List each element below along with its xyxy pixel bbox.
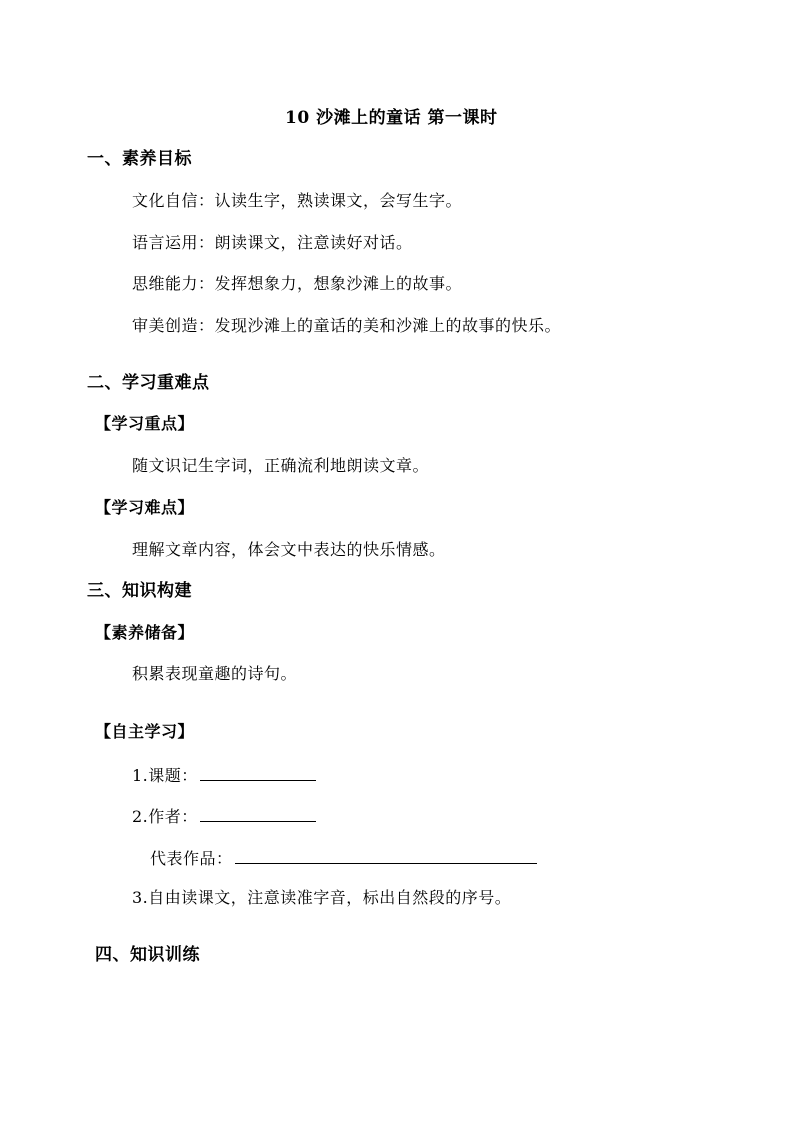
question-works <box>150 847 537 869</box>
section-heading-knowledge: 三、知识构建 <box>87 581 192 601</box>
key-point-label: 【学习重点】 <box>95 414 195 433</box>
self-study-label: 【自主学习】 <box>95 722 195 741</box>
question-author <box>132 805 316 827</box>
question-title-label: 1.课题： <box>132 766 198 785</box>
difficulty-label: 【学习难点】 <box>95 498 195 517</box>
difficulty-text: 理解文章内容，体会文中表达的快乐情感。 <box>132 540 446 559</box>
goal-item: 审美创造：发现沙滩上的童话的美和沙滩上的故事的快乐。 <box>132 316 562 335</box>
section-heading-training: 四、知识训练 <box>95 945 200 965</box>
goal-item: 文化自信：认读生字，熟读课文，会写生字。 <box>132 191 463 210</box>
preparation-label: 【素养储备】 <box>95 623 195 642</box>
works-answer-blank[interactable] <box>235 847 537 864</box>
document-title: 10 沙滩上的童话 第一课时 <box>285 108 498 128</box>
section-heading-goals: 一、素养目标 <box>87 149 192 169</box>
key-point-text: 随文识记生字词，正确流利地朗读文章。 <box>132 456 430 475</box>
question-reading: 3.自由读课文，注意读准字音，标出自然段的序号。 <box>132 888 512 907</box>
question-title <box>132 764 316 786</box>
question-author-label: 2.作者： <box>132 807 198 826</box>
preparation-text: 积累表现童趣的诗句。 <box>132 664 298 683</box>
title-answer-blank[interactable] <box>200 764 316 781</box>
goal-item: 语言运用：朗读课文，注意读好对话。 <box>132 233 413 252</box>
section-heading-key-points: 二、学习重难点 <box>87 373 210 393</box>
goal-item: 思维能力：发挥想象力，想象沙滩上的故事。 <box>132 274 463 293</box>
question-works-label: 代表作品： <box>150 849 233 868</box>
author-answer-blank[interactable] <box>200 805 316 822</box>
